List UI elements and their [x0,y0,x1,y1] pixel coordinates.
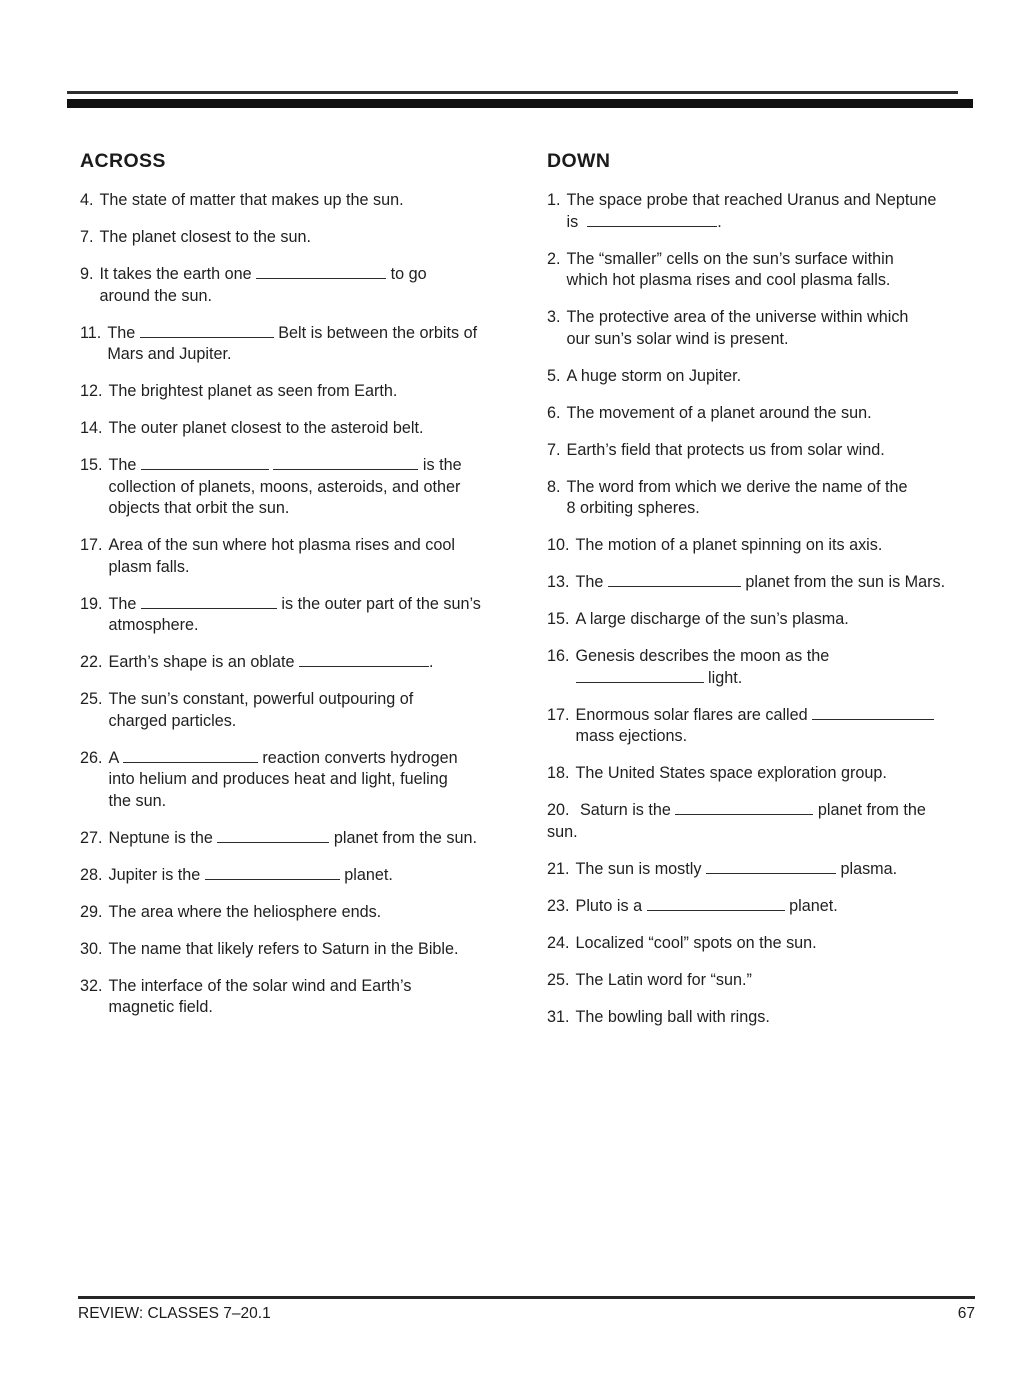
clue-number: 13. [547,573,570,591]
clue-text: A huge storm on Jupiter. [566,366,742,385]
down-heading: DOWN [547,150,611,172]
clue-item [547,609,976,631]
clue-number: 25. [547,970,570,989]
clue-item [80,455,509,520]
clue-number: 17. [80,536,103,554]
answer-blank [647,898,785,911]
down-section [547,149,976,1044]
clue-number: 29. [80,902,103,921]
clue-item [80,748,509,813]
clue-number: 2. [547,249,561,268]
clue-text: Genesis describes the moon as the light. [575,647,830,687]
clue-text: The movement of a planet around the sun. [566,403,872,422]
clue-text: The brightest planet as seen from Earth. [108,382,398,400]
down-clue-list [547,190,976,1028]
clue-item [547,307,976,350]
clue-item [547,366,976,388]
clue-number: 16. [547,647,570,665]
clue-text: Area of the sun where hot plasma rises and cool plasm falls. [108,536,455,576]
clue-item [80,418,509,440]
answer-blank [205,867,340,880]
clue-text: Enormous solar flares are called mass ejections. [576,705,976,748]
clue-number: 3. [547,308,561,326]
clue-item [547,249,976,292]
clue-item [547,763,976,785]
clue-number: 4. [80,191,94,209]
top-rule-thick [67,99,973,108]
clue-number: 20. [547,801,570,819]
clue-number: 24. [547,933,570,952]
footer-rule [78,1296,975,1299]
clue-item [547,190,976,233]
clue-item [547,705,976,748]
footer-label: REVIEW: CLASSES 7–20.1 [78,1304,271,1322]
clue-item [80,190,509,212]
clue-item [80,227,509,249]
clue-text: Earth’s field that protects us from solar wind. [566,440,885,459]
clue-text: The state of matter that makes up the sun. [99,191,404,209]
clue-text: The sun is mostly plasma. [575,859,898,878]
clue-item [547,970,976,992]
clue-text: The is the collection of planets, moons, asteroids, and other objects that orbit the sun. [108,456,462,517]
clue-item [80,652,509,674]
answer-blank [812,707,934,720]
clue-text: The is the outer part of the sun’s atmosphere. [108,594,481,634]
answer-blank [217,830,329,843]
clue-text: Saturn is the planet from the sun. [547,801,926,841]
answer-blank [273,457,418,470]
clue-item [547,933,976,955]
clue-text: The United States space exploration group. [575,764,887,782]
clue-text: The bowling ball with rings. [575,1007,770,1026]
clue-number: 15. [80,456,103,474]
across-heading: ACROSS [80,150,166,172]
clue-text: The planet closest to the sun. [99,228,311,246]
clue-item [80,535,509,578]
clue-number: 9. [80,265,94,283]
clue-item [80,594,509,637]
clue-number: 7. [547,440,561,459]
clue-text: Pluto is a planet. [575,896,838,915]
answer-blank [141,596,277,609]
clue-item [547,477,976,520]
clue-text: A large discharge of the sun’s plasma. [575,610,849,628]
clue-number: 22. [80,653,103,671]
clue-text: The sun’s constant, powerful outpouring of charged particles. [108,690,414,730]
clue-item [547,572,976,594]
answer-blank [675,802,813,815]
clue-number: 21. [547,859,570,878]
answer-blank [587,214,717,227]
clue-number: 14. [80,419,103,437]
clue-item [80,264,509,307]
clue-number: 7. [80,228,94,246]
clue-item [547,646,976,689]
clue-number: 18. [547,764,570,782]
clue-text: The space probe that reached Uranus and Neptune is . [566,191,937,231]
answer-blank [141,457,269,470]
clue-text: A reaction converts hydrogen into helium and produces heat and light, fueling the sun. [108,748,458,810]
clue-text: Jupiter is the planet. [108,865,393,884]
answer-blank [299,654,429,667]
clue-text: The motion of a planet spinning on its axis. [575,536,883,554]
clue-number: 12. [80,382,103,400]
clue-number: 8. [547,477,561,496]
clue-number: 17. [547,705,570,724]
clue-text: The name that likely refers to Saturn in the Bible. [108,939,459,958]
clue-item [547,859,976,881]
across-clue-list [80,190,509,1019]
page-footer [78,1296,975,1323]
clue-number: 15. [547,610,570,628]
clue-number: 28. [80,865,103,884]
clue-item [547,535,976,557]
answer-blank [706,861,836,874]
clue-item [80,828,509,850]
clue-number: 23. [547,896,570,915]
clue-number: 6. [547,403,561,422]
clue-text: The outer planet closest to the asteroid belt. [108,419,424,437]
top-rule-thin [67,91,958,94]
clue-number: 1. [547,191,561,209]
clue-number: 31. [547,1007,570,1026]
answer-blank [576,670,704,683]
clue-item [547,403,976,425]
clue-columns [80,149,976,1044]
page-number: 67 [957,1304,975,1322]
clue-number: 19. [80,594,103,613]
clue-number: 25. [80,690,103,708]
clue-item [547,1007,976,1029]
clue-number: 10. [547,536,570,554]
clue-number: 30. [80,939,103,958]
answer-blank [256,266,386,279]
clue-text: The word from which we derive the name of the 8 orbiting spheres. [566,477,908,517]
clue-number: 32. [80,976,103,995]
clue-item [80,689,509,732]
clue-text: It takes the earth one to go around the sun. [99,265,427,305]
clue-item [80,323,509,366]
across-section [80,149,509,1044]
clue-text: The interface of the solar wind and Earth’s magnetic field. [108,976,412,1016]
clue-text: The area where the heliosphere ends. [108,902,382,921]
clue-item [80,902,509,924]
answer-blank [123,750,258,763]
clue-text: The Latin word for “sun.” [575,970,752,989]
clue-text: The “smaller” cells on the sun’s surface within which hot plasma rises and cool plasma falls. [566,249,894,289]
clue-item [80,381,509,403]
clue-item [80,939,509,961]
clue-item [547,440,976,462]
double-rule-divider [67,91,973,108]
clue-item [547,800,976,843]
answer-blank [608,574,741,587]
clue-text: Localized “cool” spots on the sun. [575,933,817,952]
clue-text: Earth’s shape is an oblate . [108,653,434,671]
clue-text: Neptune is the planet from the sun. [108,828,477,847]
clue-item [80,976,509,1019]
clue-text: The Belt is between the orbits of Mars and Jupiter. [107,323,478,363]
clue-number: 5. [547,366,561,385]
clue-text: The protective area of the universe within which our sun’s solar wind is present. [566,308,909,348]
clue-item [80,865,509,887]
clue-item [547,896,976,918]
clue-number: 27. [80,828,103,847]
answer-blank [140,325,274,338]
clue-text: The planet from the sun is Mars. [575,573,946,591]
clue-number: 26. [80,748,103,767]
clue-number: 11. [80,323,102,342]
